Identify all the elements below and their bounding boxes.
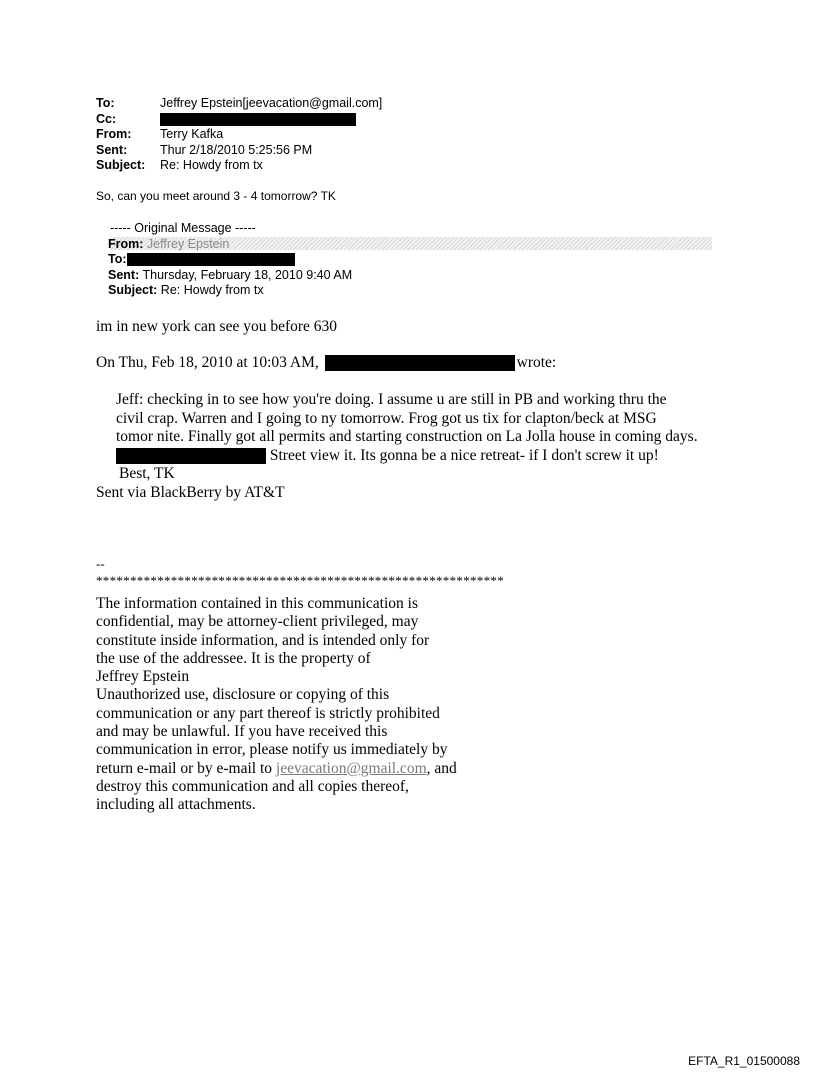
to-label: To: <box>96 96 115 110</box>
quoted-line-with-redaction <box>116 447 698 466</box>
disclaimer-line: and may be unlawful. If you have received this <box>96 723 388 741</box>
disclaimer-line: communication in error, please notify us immediately by <box>96 741 448 759</box>
orig-to-label: To: <box>108 252 127 266</box>
cc-row <box>96 112 382 128</box>
disclaimer-line: communication or any part thereof is strictly prohibited <box>96 704 440 722</box>
from-row <box>96 127 382 143</box>
disclaimer-line: , and <box>426 759 457 777</box>
quoted-message <box>116 391 698 484</box>
separator-stars: ************************************************************ <box>96 573 504 588</box>
subject-row <box>96 158 382 174</box>
quoted-line: Street view it. Its gonna be a nice retreat- if I don't screw it up! <box>269 446 659 464</box>
to-row <box>96 96 382 112</box>
quoted-signoff: Best, TK <box>119 465 175 482</box>
orig-subject-row <box>108 283 352 299</box>
sent-label: Sent: <box>96 142 128 157</box>
disclaimer-line: constitute inside information, and is intended only for <box>96 631 430 649</box>
disclaimer-line: Jeffrey Epstein <box>96 668 190 686</box>
disclaimer-line: return e-mail or by e-mail to <box>96 759 273 777</box>
orig-from-label: From: <box>108 236 144 251</box>
confidentiality-disclaimer <box>96 595 457 815</box>
orig-from-row <box>108 237 352 253</box>
disclaimer-line: including all attachments. <box>96 796 256 814</box>
from-label: From: <box>96 127 132 141</box>
orig-to-row <box>108 252 352 268</box>
to-value: Jeffrey Epstein[jeevacation@gmail.com] <box>160 96 383 110</box>
orig-subject-value: Re: Howdy from tx <box>160 283 264 297</box>
on-wrote-line <box>96 354 556 372</box>
email-link[interactable]: jeevacation@gmail.com <box>275 759 427 777</box>
separator-dash: -- <box>96 556 105 571</box>
epstein-reply: im in new york can see you before 630 <box>96 318 338 335</box>
original-message <box>108 221 352 299</box>
orig-to-redaction <box>127 253 295 266</box>
subject-label: Subject: <box>96 158 146 172</box>
sent-via: Sent via BlackBerry by AT&T <box>96 484 285 501</box>
reply-text: So, can you meet around 3 - 4 tomorrow? TK <box>96 189 336 203</box>
disclaimer-line: destroy this communication and all copies thereof, <box>96 777 409 795</box>
orig-sent-label: Sent: <box>108 267 140 282</box>
on-line-suffix: wrote: <box>516 354 557 371</box>
orig-sent-value: Thursday, February 18, 2010 9:40 AM <box>142 267 353 282</box>
orig-from-value: Jeffrey Epstein <box>146 236 230 251</box>
sender-redaction <box>325 355 515 371</box>
disclaimer-line: the use of the addressee. It is the property of <box>96 649 371 667</box>
orig-sent-row <box>108 268 352 284</box>
quoted-line: civil crap. Warren and I going to ny tomorrow. Frog got us tix for clapton/beck at MSG <box>116 409 657 427</box>
orig-subject-label: Subject: <box>108 283 158 297</box>
cc-redaction <box>160 113 356 126</box>
subject-value: Re: Howdy from tx <box>160 158 263 172</box>
disclaimer-line-with-link <box>96 760 457 778</box>
original-message-title: ----- Original Message ----- <box>110 221 256 235</box>
disclaimer-line: The information contained in this communication is <box>96 595 418 612</box>
sent-row <box>96 143 382 159</box>
on-line-prefix: On Thu, Feb 18, 2010 at 10:03 AM, <box>96 354 319 371</box>
disclaimer-line: confidential, may be attorney-client privileged, may <box>96 613 419 631</box>
disclaimer-line: Unauthorized use, disclosure or copying of this <box>96 686 390 704</box>
address-redaction <box>116 448 266 464</box>
document-id: EFTA_R1_01500088 <box>688 1054 800 1068</box>
cc-label: Cc: <box>96 111 117 126</box>
email-header <box>96 96 382 174</box>
quoted-line: Jeff: checking in to see how you're doing. I assume u are still in PB and working thru the <box>116 391 667 408</box>
sent-value: Thur 2/18/2010 5:25:56 PM <box>160 142 313 157</box>
quoted-line: tomor nite. Finally got all permits and starting construction on La Jolla house in coming days. <box>116 428 698 445</box>
from-value: Terry Kafka <box>160 127 224 141</box>
